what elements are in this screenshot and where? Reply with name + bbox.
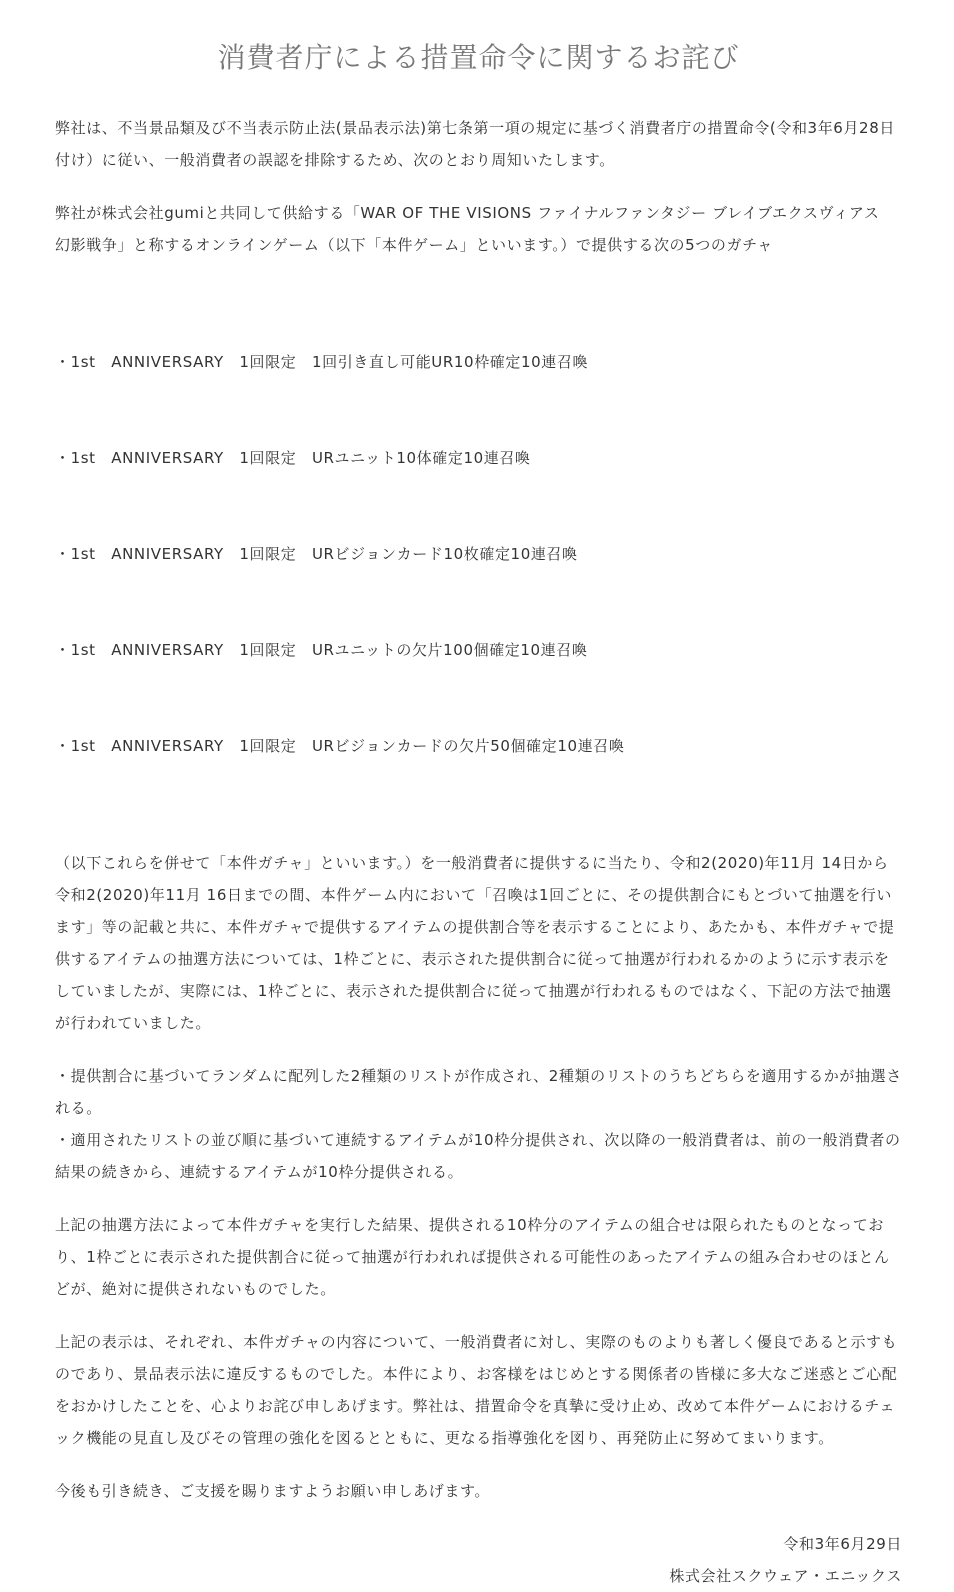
gacha-list-item: ・1st ANNIVERSARY 1回限定 URユニット10体確定10連召喚 <box>55 449 531 467</box>
signature-date: 令和3年6月29日 <box>783 1535 902 1553</box>
gacha-list-item: ・1st ANNIVERSARY 1回限定 URビジョンカードの欠片50個確定10連召喚 <box>55 737 625 755</box>
explanation-paragraph: （以下これらを併せて「本件ガチャ」といいます。）を一般消費者に提供するに当たり、令和2(2020)年11月 14日から令和2(2020)年11月 16日までの間、本件ゲーム内において「召喚は1回ごとに、その提供割合にもとづいて抽選を行います」等の記載と共に、本件ガチャで提供するアイテムの提供割合等を表示することにより、あたかも、本件ガチャで提供するアイテムの抽選方法については、1枠ごとに、表示された提供割合に従って抽選が行われるかのように示す表示をしていましたが、実際には、1枠ごとに、表示された提供割合に従って抽選が行われるものではなく、下記の方法で抽選が行われていました。 <box>55 854 895 1032</box>
gacha-list-item: ・1st ANNIVERSARY 1回限定 URユニットの欠片100個確定10連召喚 <box>55 641 588 659</box>
page-title: 消費者庁による措置命令に関するお詫び <box>217 41 740 74</box>
result-paragraph: 上記の抽選方法によって本件ガチャを実行した結果、提供される10枠分のアイテムの組合せは限られたものとなっており、1枠ごとに表示された提供割合に従って抽選が行われれば提供される可能性のあったアイテムの組み合わせのほとんどが、絶対に提供されないものでした。 <box>55 1216 890 1298</box>
method-point: ・適用されたリストの並び順に基づいて連続するアイテムが10枠分提供され、次以降の一般消費者は、前の一般消費者の結果の続きから、連続するアイテムが10枠分提供される。 <box>55 1131 901 1181</box>
gacha-list-item: ・1st ANNIVERSARY 1回限定 1回引き直し可能UR10枠確定10連召喚 <box>55 353 589 371</box>
gacha-list <box>55 282 902 826</box>
method-point: ・提供割合に基づいてランダムに配列した2種類のリストが作成され、2種類のリストのうちどちらを適用するかが抽選される。 <box>55 1067 902 1117</box>
apology-paragraph: 上記の表示は、それぞれ、本件ガチャの内容について、一般消費者に対し、実際のものよりも著しく優良であると示すものであり、景品表示法に違反するものでした。本件により、お客様をはじめとする関係者の皆様に多大なご迷惑とご心配をおかけしたことを、心よりお詫び申しあげます。弊社は、措置命令を真摯に受け止め、改めて本件ゲームにおけるチェック機能の見直し及びその管理の強化を図るとともに、更なる指導強化を図り、再発防止に努めてまいります。 <box>55 1333 898 1447</box>
intro-paragraph: 弊社は、不当景品類及び不当表示防止法(景品表示法)第七条第一項の規定に基づく消費者庁の措置命令(令和3年6月28日付け）に従い、一般消費者の誤認を排除するため、次のとおり周知いたします。 <box>55 119 895 169</box>
signature <box>55 1528 902 1592</box>
signature-company: 株式会社スクウェア・エニックス <box>669 1567 902 1585</box>
game-description-paragraph: 弊社が株式会社gumiと共同して供給する「WAR OF THE VISIONS ファイナルファンタジー ブレイブエクスヴィアス 幻影戦争」と称するオンラインゲーム（以下「本件ゲーム」といいます。）で提供する次の5つのガチャ <box>55 204 896 254</box>
gacha-list-item: ・1st ANNIVERSARY 1回限定 URビジョンカード10枚確定10連召喚 <box>55 545 578 563</box>
closing-paragraph: 今後も引き続き、ご支援を賜りますようお願い申しあげます。 <box>55 1482 491 1500</box>
method-points <box>55 1060 902 1188</box>
